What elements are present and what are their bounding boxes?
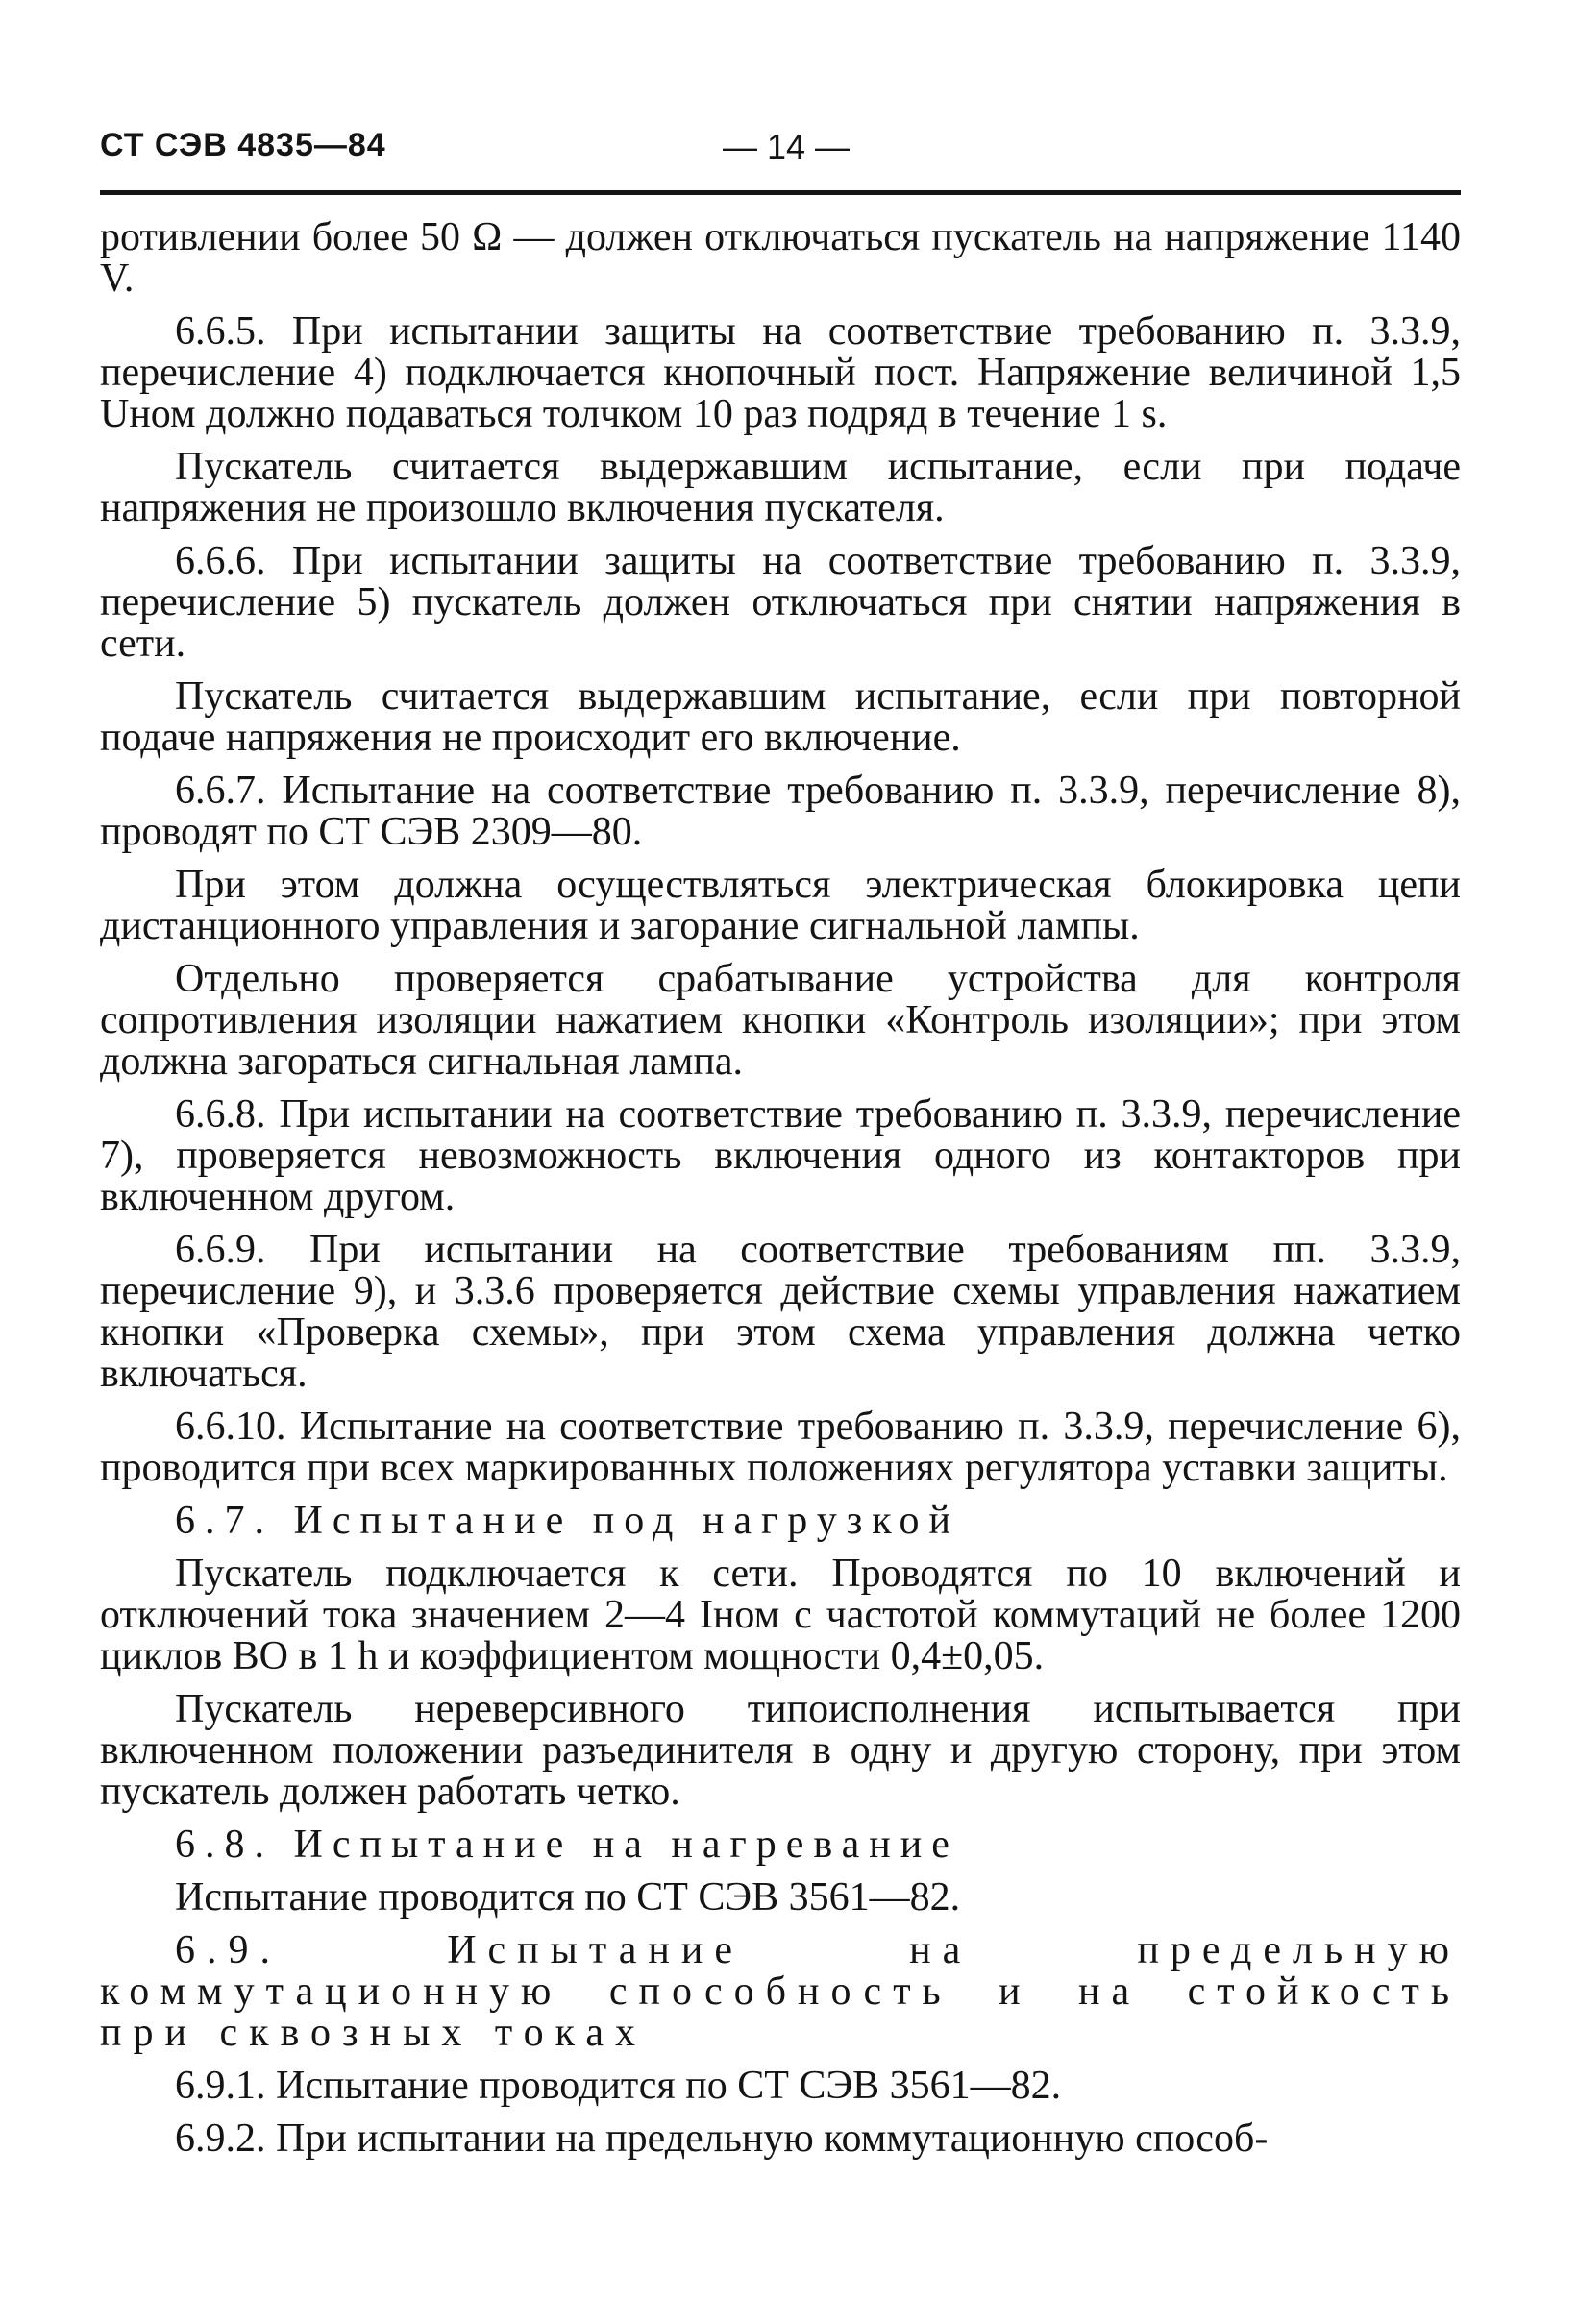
paragraph: Пускатель считается выдержавшим испытание, если при повторной подаче напряжения не происходит его включение. bbox=[100, 674, 1461, 760]
paragraph: Пускатель подключается к сети. Проводятся по 10 включений и отключений тока значением 2—4 Iном с частотой коммутаций не более 1200 циклов ВО в 1 h и коэффициентом мощности 0,4±0,05. bbox=[100, 1552, 1461, 1678]
document-body bbox=[100, 217, 1461, 2171]
paragraph: Пускатель нереверсивного типоисполнения испытывается при включенном положении разъединителя в одну и другую сторону, при этом пускатель должен работать четко. bbox=[100, 1687, 1461, 1814]
section-heading: 6.7. Испытание под нагрузкой bbox=[175, 1499, 961, 1543]
paragraph: Пускатель считается выдержавшим испытание, если при подаче напряжения не произошло включения пускателя. bbox=[100, 445, 1461, 530]
paragraph: 6.6.9. При испытании на соответствие требованиям пп. 3.3.9, перечисление 9), и 3.3.6 проверяется действие схемы управления нажатием кнопки «Проверка схемы», при этом схема управления должна четко включаться. bbox=[100, 1228, 1461, 1396]
paragraph: 6.6.10. Испытание на соответствие требованию п. 3.3.9, перечисление 6), проводится при всех маркированных положениях регулятора уставки защиты. bbox=[100, 1405, 1461, 1490]
header-rule bbox=[100, 190, 1461, 195]
paragraph: 6.9.2. При испытании на предельную коммутационную способ- bbox=[175, 2116, 1269, 2161]
paragraph: Испытание проводится по СТ СЭВ 3561—82. bbox=[175, 1875, 961, 1920]
document-page bbox=[100, 0, 1461, 2324]
page-number: — 14 — bbox=[723, 127, 851, 166]
paragraph: 6.9.1. Испытание проводится по СТ СЭВ 3561—82. bbox=[175, 2064, 1062, 2108]
paragraph: 6.6.8. При испытании на соответствие требованию п. 3.3.9, перечисление 7), проверяется невозможность включения одного из контакторов при включенном другом. bbox=[100, 1092, 1461, 1219]
section-heading: 6.8. Испытание на нагревание bbox=[175, 1823, 959, 1867]
section-heading: 6.9. Испытание на предельную коммутационную способность и на стойкость при сквозных токах bbox=[100, 1928, 1461, 2055]
paragraph: 6.6.6. При испытании защиты на соответствие требованию п. 3.3.9, перечисление 5) пускатель должен отключаться при снятии напряжения в сети. bbox=[100, 539, 1461, 666]
page-header bbox=[100, 127, 1461, 184]
standard-code: СТ СЭВ 4835—84 bbox=[100, 127, 386, 163]
paragraph: 6.6.7. Испытание на соответствие требованию п. 3.3.9, перечисление 8), проводят по СТ СЭВ 2309—80. bbox=[100, 769, 1461, 854]
paragraph: 6.6.5. При испытании защиты на соответствие требованию п. 3.3.9, перечисление 4) подключается кнопочный пост. Напряжение величиной 1,5 Uном должно подаваться толчком 10 раз подряд в течение 1 s. bbox=[100, 309, 1461, 436]
paragraph: ротивлении более 50 Ω — должен отключаться пускатель на напряжение 1140 V. bbox=[100, 215, 1461, 301]
paragraph: Отдельно проверяется срабатывание устройства для контроля сопротивления изоляции нажатием кнопки «Контроль изоляции»; при этом должна загораться сигнальная лампа. bbox=[100, 957, 1461, 1084]
paragraph: При этом должна осуществляться электрическая блокировка цепи дистанционного управления и загорание сигнальной лампы. bbox=[100, 863, 1461, 948]
